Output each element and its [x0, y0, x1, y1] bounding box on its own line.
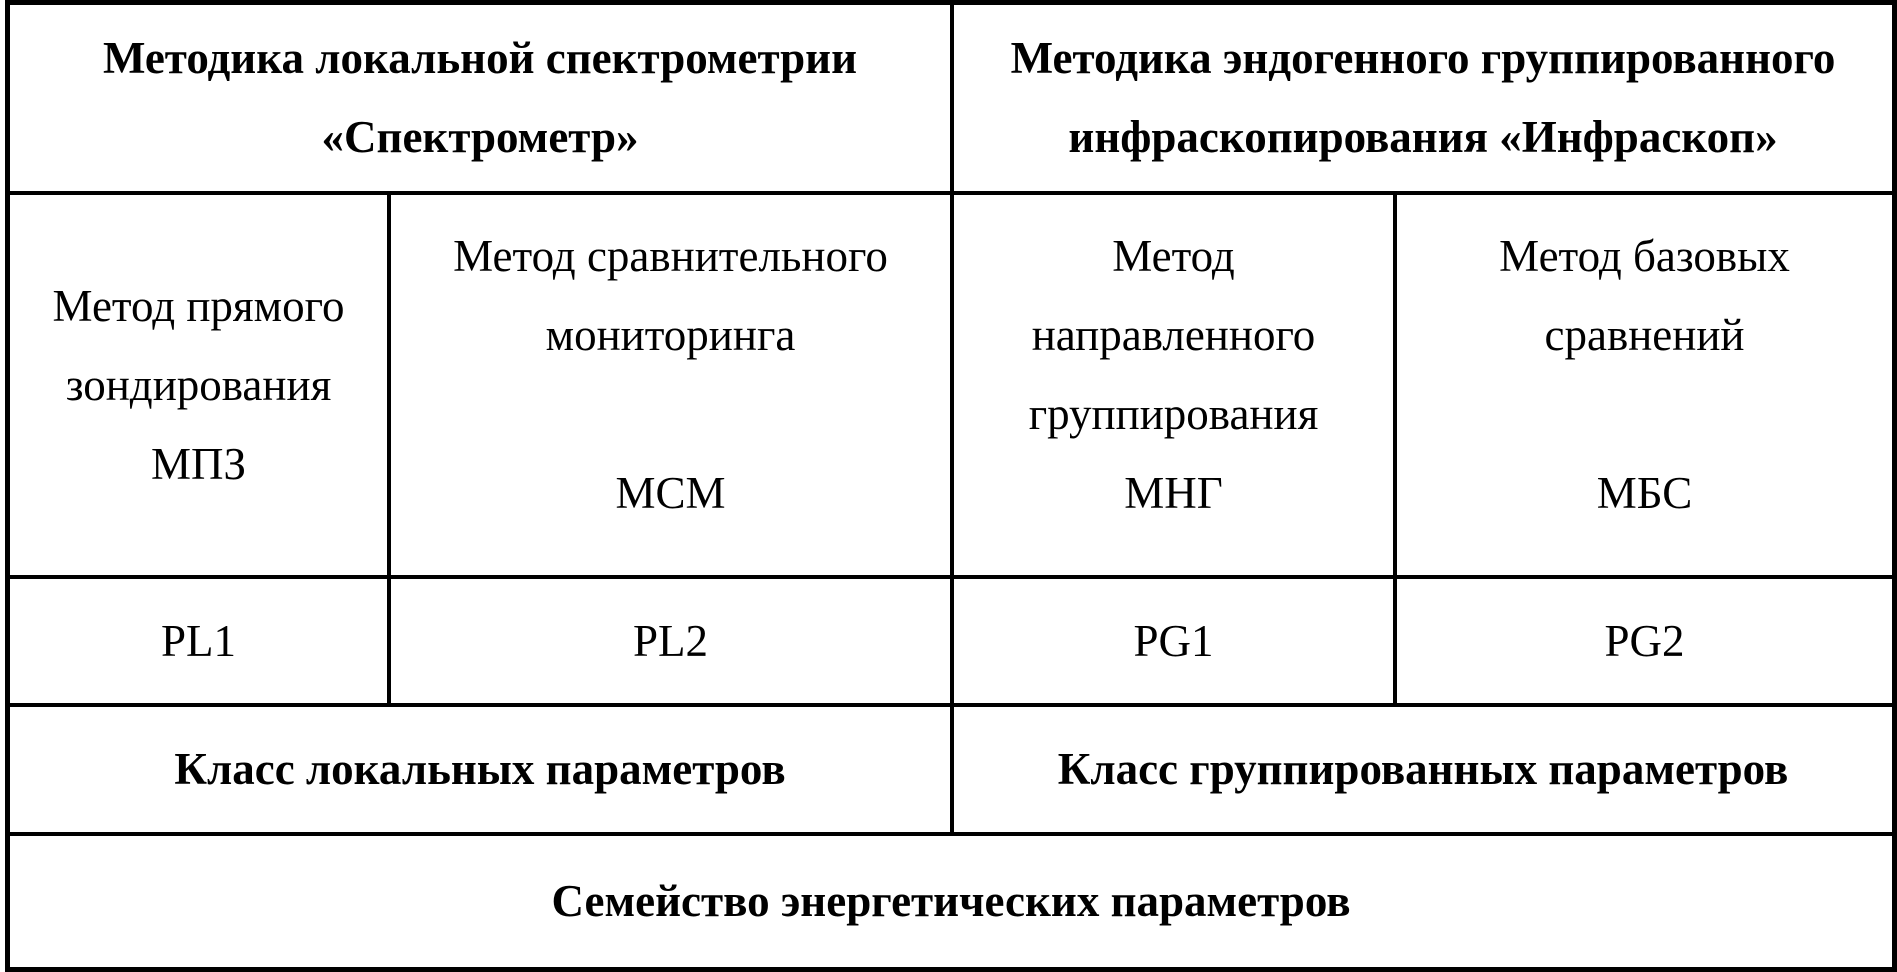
class-left-text: Класс локальных параметров: [174, 744, 786, 794]
method-abbreviation: МНГ: [1124, 468, 1223, 518]
class-right-cell: [954, 707, 1892, 832]
method-name: Метод прямого зондирования МПЗ: [52, 280, 345, 489]
method-cell-mpz: [10, 195, 387, 575]
header-right-text: Методика эндогенного группированного инфраскопирования «Инфраскоп»: [1010, 33, 1836, 162]
code-cell: [1397, 579, 1892, 703]
header-left-cell: [10, 5, 950, 191]
method-abbreviation: МСМ: [615, 468, 726, 518]
code-cell: [391, 579, 950, 703]
parameter-code: PG2: [1604, 615, 1685, 666]
method-cell-msm: [391, 217, 950, 575]
method-name: Метод направленного группирования: [1028, 231, 1319, 439]
border-bottom: [5, 967, 1897, 972]
family-cell: [10, 836, 1892, 967]
method-name: Метод базовых сравнений: [1499, 231, 1790, 360]
parameter-code: PL1: [160, 615, 236, 666]
family-text: Семейство энергетических параметров: [551, 876, 1351, 926]
method-cell-mbs: [1397, 217, 1892, 575]
method-cell-mng: [954, 217, 1393, 575]
method-name: Метод сравнительного мониторинга: [453, 231, 888, 360]
parameter-code: PG1: [1133, 615, 1214, 666]
class-left-cell: [10, 707, 950, 832]
header-right-cell: [954, 5, 1892, 191]
border-right: [1892, 0, 1897, 972]
code-cell: [10, 579, 387, 703]
parameter-code: PL2: [632, 615, 708, 666]
code-cell: [954, 579, 1393, 703]
method-abbreviation: МБС: [1596, 468, 1693, 518]
class-right-text: Класс группированных параметров: [1057, 744, 1789, 794]
header-left-text: Методика локальной спектрометрии «Спектрометр»: [102, 33, 858, 162]
